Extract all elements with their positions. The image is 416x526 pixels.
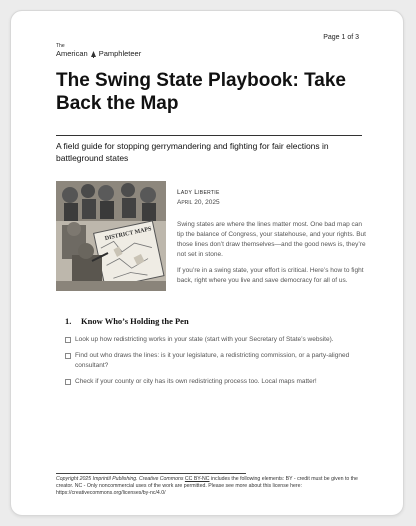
checkbox[interactable] bbox=[65, 337, 71, 343]
checklist-item bbox=[65, 377, 365, 387]
document-page bbox=[10, 10, 404, 516]
title-divider bbox=[56, 135, 362, 136]
political-cartoon-illustration bbox=[56, 181, 166, 291]
checklist-item-text: Look up how redistricting works in your state (start with your Secretary of State’s website). bbox=[75, 336, 334, 343]
copyright-footer bbox=[56, 476, 366, 497]
checklist-item bbox=[65, 335, 365, 345]
section-number: 1. bbox=[65, 316, 72, 326]
license-description: includes the following elements: BY - credit must be given to the creator. NC - Only noncommercial uses of the work are permitted. Please see more about this license here: https://creativecommons.org/licenses/by-nc/4.0/ bbox=[56, 476, 358, 496]
publish-date: April 20, 2025 bbox=[177, 199, 220, 206]
intro-paragraph-2: If you’re in a swing state, your effort is critical. Here’s how to fight back, right where you live and save democracy for all of us. bbox=[177, 267, 364, 284]
intro-paragraph-1: Swing states are where the lines matter most. One bad map can tip the balance of Congress, your statehouse, and your rights. But those lines don’t draw themselves—and the good news is, they’re not set in stone. bbox=[177, 221, 366, 258]
brand-name-second: Pamphleteer bbox=[98, 49, 142, 58]
action-checklist bbox=[65, 335, 365, 393]
checklist-item-text: Find out who draws the lines: is it your legislature, a redistricting commission, or a party-aligned consultant? bbox=[75, 352, 350, 369]
checkbox[interactable] bbox=[65, 353, 71, 359]
section-title: Know Who’s Holding the Pen bbox=[81, 316, 189, 326]
publication-logo bbox=[56, 43, 141, 59]
brand-small-text: The bbox=[56, 43, 65, 49]
illustration-sign-text: DISTRICT MAPS bbox=[104, 226, 153, 243]
checkbox[interactable] bbox=[65, 379, 71, 385]
section-heading bbox=[65, 316, 189, 326]
copyright-text: Copyright 2025 Imprintil Publishing. Creative Commons bbox=[56, 476, 184, 482]
page-number: Page 1 of 3 bbox=[323, 34, 359, 41]
checklist-item bbox=[65, 351, 365, 371]
license-link[interactable]: CC BY-NC bbox=[184, 476, 210, 482]
article-subtitle: A field guide for stopping gerrymandering and fighting for fair elections in battleground states bbox=[56, 141, 329, 163]
author-name: Lady Libertie bbox=[177, 189, 220, 196]
quill-icon bbox=[90, 50, 97, 58]
article-title: The Swing State Playbook: Take Back the Map bbox=[56, 70, 346, 114]
brand-name-first: American bbox=[56, 49, 88, 58]
footer-divider bbox=[56, 473, 246, 474]
checklist-item-text: Check if your county or city has its own redistricting process too. Local maps matter! bbox=[75, 378, 317, 385]
